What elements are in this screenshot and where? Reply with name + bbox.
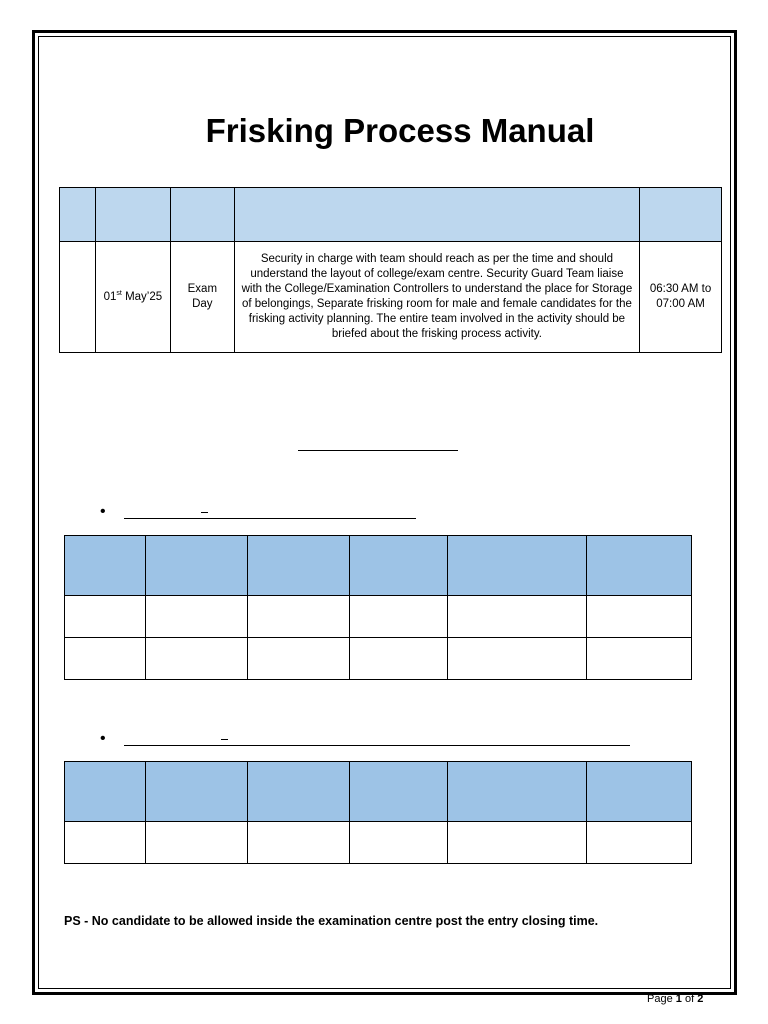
table-cell <box>448 596 587 638</box>
of-word: of <box>684 993 695 1005</box>
description-cell: Security in charge with team should reach as per the time and should understand the layout of college/exam centre. Security Guard Team liaise with the College/Examination Controllers to understand the place for Storage of belongings, Separate frisking room for male and female candidates for the frisking activity planning. The entire team involved in the activity should be briefed about the frisking process activity. <box>234 242 639 353</box>
schedule-table <box>59 187 722 353</box>
table-cell <box>247 638 349 680</box>
header-cell <box>65 536 146 596</box>
bullet-icon: • <box>100 503 106 520</box>
header-cell <box>170 188 234 242</box>
table-cell <box>65 822 146 864</box>
date-suffix: st <box>116 289 122 297</box>
page-total: 2 <box>697 993 704 1005</box>
table-row <box>65 822 692 864</box>
header-cell <box>95 188 170 242</box>
table-cell <box>349 596 448 638</box>
header-cell <box>247 762 349 822</box>
table-cell <box>448 822 587 864</box>
page-word: Page <box>647 993 673 1005</box>
table-row <box>65 596 692 638</box>
staff-table-1 <box>64 535 692 680</box>
day-cell: Exam Day <box>170 242 234 353</box>
table-cell <box>247 822 349 864</box>
table-cell <box>448 638 587 680</box>
subheading-underline <box>124 518 416 519</box>
header-cell <box>448 536 587 596</box>
table-cell <box>145 596 247 638</box>
table-row <box>65 638 692 680</box>
subheading-dash <box>201 512 208 513</box>
schedule-row <box>60 242 722 353</box>
section-heading-underline <box>298 450 458 451</box>
date-cell <box>95 242 170 353</box>
header-cell <box>234 188 639 242</box>
date-rest: May’25 <box>121 290 163 303</box>
table-cell <box>65 596 146 638</box>
table-cell <box>587 822 692 864</box>
schedule-header-row <box>60 188 722 242</box>
serial-cell <box>60 242 96 353</box>
header-cell <box>349 762 448 822</box>
closing-note: PS - No candidate to be allowed inside the examination centre post the entry closing time. <box>64 914 599 928</box>
header-cell <box>60 188 96 242</box>
header-cell <box>247 536 349 596</box>
bullet-icon: • <box>100 730 106 747</box>
table-cell <box>587 638 692 680</box>
time-cell: 06:30 AM to 07:00 AM <box>640 242 722 353</box>
table-header-row <box>65 762 692 822</box>
header-cell <box>349 536 448 596</box>
header-cell <box>145 762 247 822</box>
header-cell <box>145 536 247 596</box>
table-cell <box>65 638 146 680</box>
staff-table-2 <box>64 761 692 864</box>
table-cell <box>247 596 349 638</box>
header-cell <box>587 762 692 822</box>
subheading-dash <box>221 739 228 740</box>
page-current: 1 <box>675 993 682 1005</box>
date-day: 01 <box>103 290 117 303</box>
table-cell <box>145 638 247 680</box>
header-cell <box>448 762 587 822</box>
header-cell <box>587 536 692 596</box>
header-cell <box>65 762 146 822</box>
subheading-underline <box>124 745 630 746</box>
page-title: Frisking Process Manual <box>205 112 595 149</box>
page-footer <box>647 993 703 1005</box>
table-cell <box>349 638 448 680</box>
table-cell <box>145 822 247 864</box>
table-cell <box>587 596 692 638</box>
header-cell <box>640 188 722 242</box>
table-cell <box>349 822 448 864</box>
table-header-row <box>65 536 692 596</box>
